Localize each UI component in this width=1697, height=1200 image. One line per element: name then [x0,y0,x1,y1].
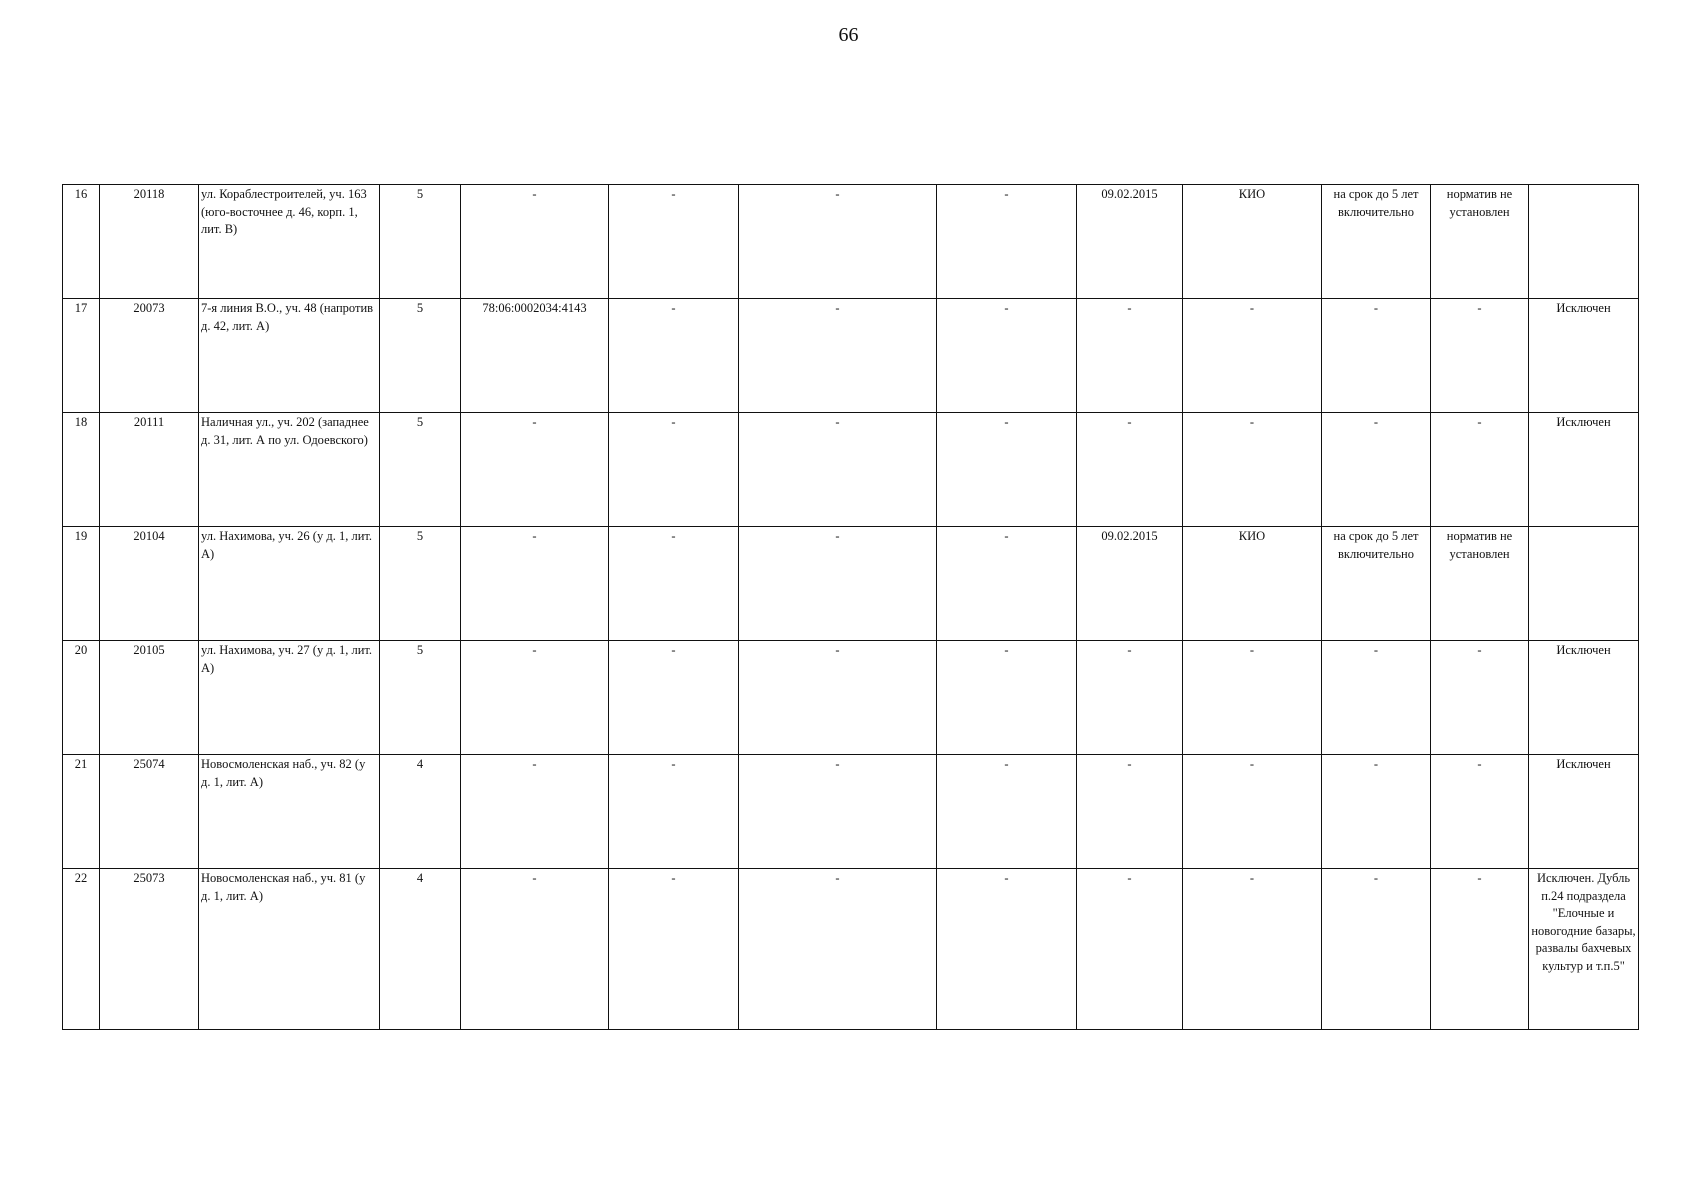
register-table [62,184,1639,1030]
date: - [1077,641,1183,755]
standard: - [1431,755,1529,869]
date: 09.02.2015 [1077,185,1183,299]
cell: - [937,185,1077,299]
date: - [1077,755,1183,869]
object-code: 20105 [100,641,199,755]
note: Исключен [1529,755,1639,869]
note: Исключен [1529,413,1639,527]
address: Наличная ул., уч. 202 (западнее д. 31, лит. А по ул. Одоевского) [199,413,380,527]
table-row [63,527,1639,641]
cell: - [739,641,937,755]
cell: - [609,413,739,527]
cell: - [739,869,937,1030]
cell: - [609,869,739,1030]
row-number: 21 [63,755,100,869]
standard: - [1431,641,1529,755]
standard: норматив не установлен [1431,527,1529,641]
cadastral-number: - [461,641,609,755]
date: - [1077,869,1183,1030]
address: ул. Нахимова, уч. 27 (у д. 1, лит. А) [199,641,380,755]
cadastral-number: - [461,527,609,641]
object-code: 25073 [100,869,199,1030]
row-number: 20 [63,641,100,755]
cell: 5 [380,299,461,413]
address: Новосмоленская наб., уч. 81 (у д. 1, лит. А) [199,869,380,1030]
object-code: 20073 [100,299,199,413]
note [1529,185,1639,299]
cell: - [609,185,739,299]
cell: - [937,413,1077,527]
table-row [63,869,1639,1030]
note: Исключен [1529,299,1639,413]
cadastral-number: 78:06:0002034:4143 [461,299,609,413]
authority: - [1183,755,1322,869]
address: 7-я линия В.О., уч. 48 (напротив д. 42, лит. А) [199,299,380,413]
authority: - [1183,641,1322,755]
cell: 5 [380,527,461,641]
authority: - [1183,413,1322,527]
cell: - [937,755,1077,869]
cell: 4 [380,755,461,869]
object-code: 20118 [100,185,199,299]
authority: КИО [1183,527,1322,641]
cell: - [937,869,1077,1030]
cell: - [609,641,739,755]
cell: - [937,527,1077,641]
cell: - [609,299,739,413]
object-code: 20111 [100,413,199,527]
term: на срок до 5 лет включительно [1322,185,1431,299]
row-number: 16 [63,185,100,299]
row-number: 17 [63,299,100,413]
cadastral-number: - [461,755,609,869]
table-row [63,755,1639,869]
cadastral-number: - [461,185,609,299]
object-code: 25074 [100,755,199,869]
cadastral-number: - [461,413,609,527]
table-row [63,641,1639,755]
address: ул. Нахимова, уч. 26 (у д. 1, лит. А) [199,527,380,641]
row-number: 22 [63,869,100,1030]
term: - [1322,755,1431,869]
cell: 5 [380,413,461,527]
page-number: 66 [838,24,859,46]
standard: норматив не установлен [1431,185,1529,299]
row-number: 19 [63,527,100,641]
row-number: 18 [63,413,100,527]
cell: - [739,413,937,527]
cell: - [937,641,1077,755]
date: - [1077,413,1183,527]
term: на срок до 5 лет включительно [1322,527,1431,641]
cell: - [937,299,1077,413]
cell: 5 [380,185,461,299]
cell: 5 [380,641,461,755]
cell: - [609,755,739,869]
table-row [63,185,1639,299]
address: ул. Кораблестроителей, уч. 163 (юго-восточнее д. 46, корп. 1, лит. В) [199,185,380,299]
term: - [1322,299,1431,413]
object-code: 20104 [100,527,199,641]
cell: 4 [380,869,461,1030]
date: 09.02.2015 [1077,527,1183,641]
authority: - [1183,869,1322,1030]
cell: - [739,755,937,869]
table-row [63,299,1639,413]
cadastral-number: - [461,869,609,1030]
standard: - [1431,299,1529,413]
authority: - [1183,299,1322,413]
standard: - [1431,413,1529,527]
note [1529,527,1639,641]
term: - [1322,413,1431,527]
cell: - [739,185,937,299]
table-row [63,413,1639,527]
cell: - [739,527,937,641]
cell: - [739,299,937,413]
cell: - [609,527,739,641]
authority: КИО [1183,185,1322,299]
date: - [1077,299,1183,413]
term: - [1322,641,1431,755]
address: Новосмоленская наб., уч. 82 (у д. 1, лит. А) [199,755,380,869]
note: Исключен [1529,641,1639,755]
standard: - [1431,869,1529,1030]
note: Исключен. Дубль п.24 подраздела "Елочные и новогодние базары, развалы бахчевых культур и т.п.5" [1529,869,1639,1030]
term: - [1322,869,1431,1030]
